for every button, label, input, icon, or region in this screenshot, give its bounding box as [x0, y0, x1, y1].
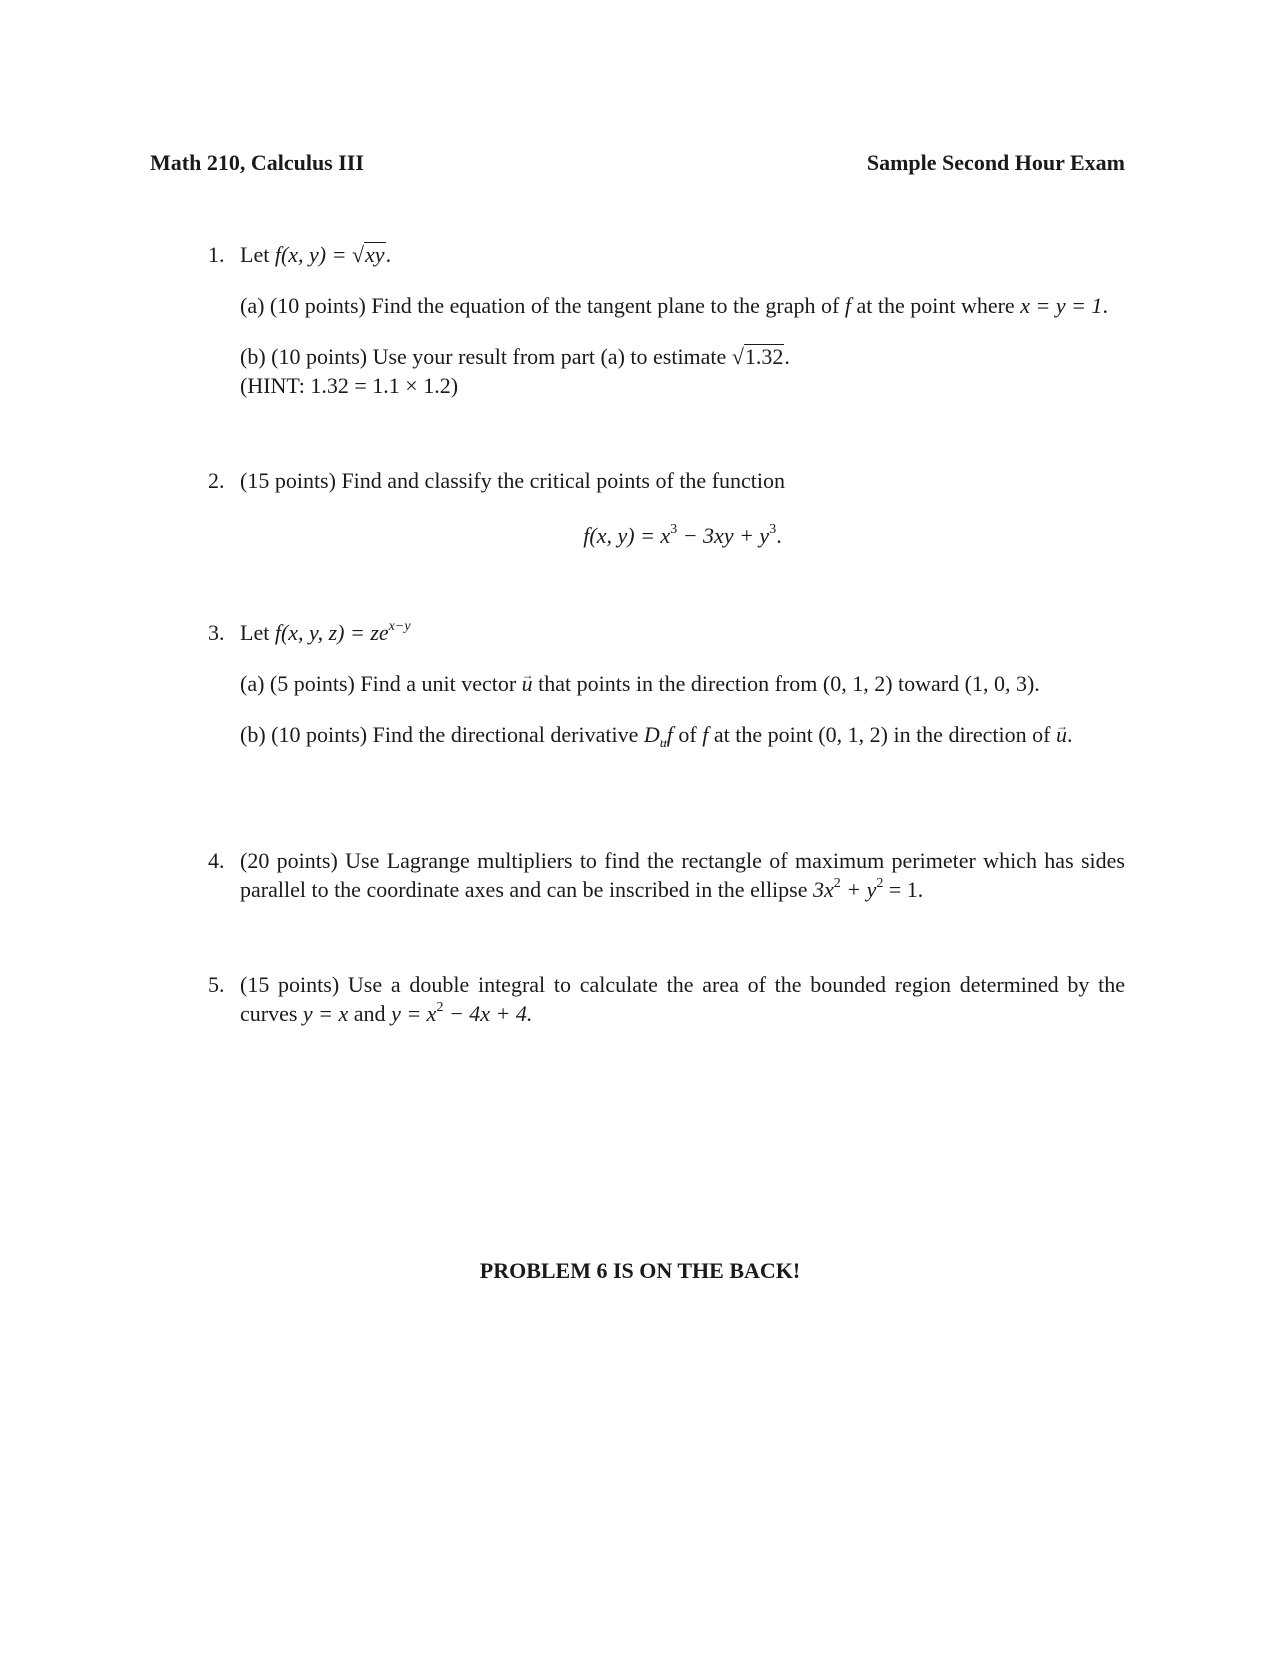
hint: (HINT: 1.32 = 1.1 × 1.2)	[240, 373, 459, 398]
display-equation: f(x, $y) = x^3 - 3xy + y^3$.	[583, 521, 782, 548]
sqrt-1-32: √1.32	[731, 344, 784, 369]
problem-1a: (a) (10 points) Find the equation of the tangent plane to the graph of f at the point where x = y = 1.	[240, 293, 1108, 318]
problem-2: 2. (15 points) Find and classify the critical points of the function f(x, $y) = x^3 - 3xy + y^3$.	[208, 466, 1125, 550]
problem-3: 3. Let f(x, y, $z) = ze^{x-y}$ (a) (5 points) Find a unit vector → u that points in the direction from (0, 1, 2) toward (1, 0, 3). (b) (10 points) Find the directional derivative D→ $_u$f of f at the point (0, 1, 2) in the direction of → u.	[208, 618, 1125, 758]
problem-number: 1.	[208, 242, 225, 267]
problem-4: 4. (20 points) Use Lagrange multipliers to find the rectangle of maximum perimeter which has sides parallel to the coordinate axes and can be inscribed in the ellipse $3x^2 + y^2 = 1$.	[208, 848, 1125, 902]
back-page-notice: PROBLEM 6 IS ON THE BACK!	[479, 1258, 801, 1283]
sqrt-xy: √xy	[351, 242, 385, 267]
problem-1b: (b) (10 points) Use your result from part (a) to estimate √1.32. (HINT: 1.32 = 1.1 × 1.2)	[240, 344, 790, 398]
problem-statement: Let f(x, y) = √xy.	[240, 242, 392, 267]
problem-3b: (b) (10 points) Find the directional derivative D→ $_u$f of f at the point (0, 1, 2) in the direction of → u.	[240, 720, 1125, 758]
vector-u: → u	[522, 671, 533, 696]
course-title: Math 210, Calculus III	[150, 150, 364, 175]
problem-3a: (a) (5 points) Find a unit vector → u that points in the direction from (0, 1, 2) toward (1, 0, 3).	[240, 669, 1125, 698]
exam-title: Sample Second Hour Exam	[866, 150, 1125, 175]
problem-5: 5. (15 points) Use a double integral to calculate the area of the bounded region determined by the curves y = x and $y = x^2 - 4x + 4$.	[208, 972, 1125, 1026]
problem-1	[208, 240, 1125, 400]
